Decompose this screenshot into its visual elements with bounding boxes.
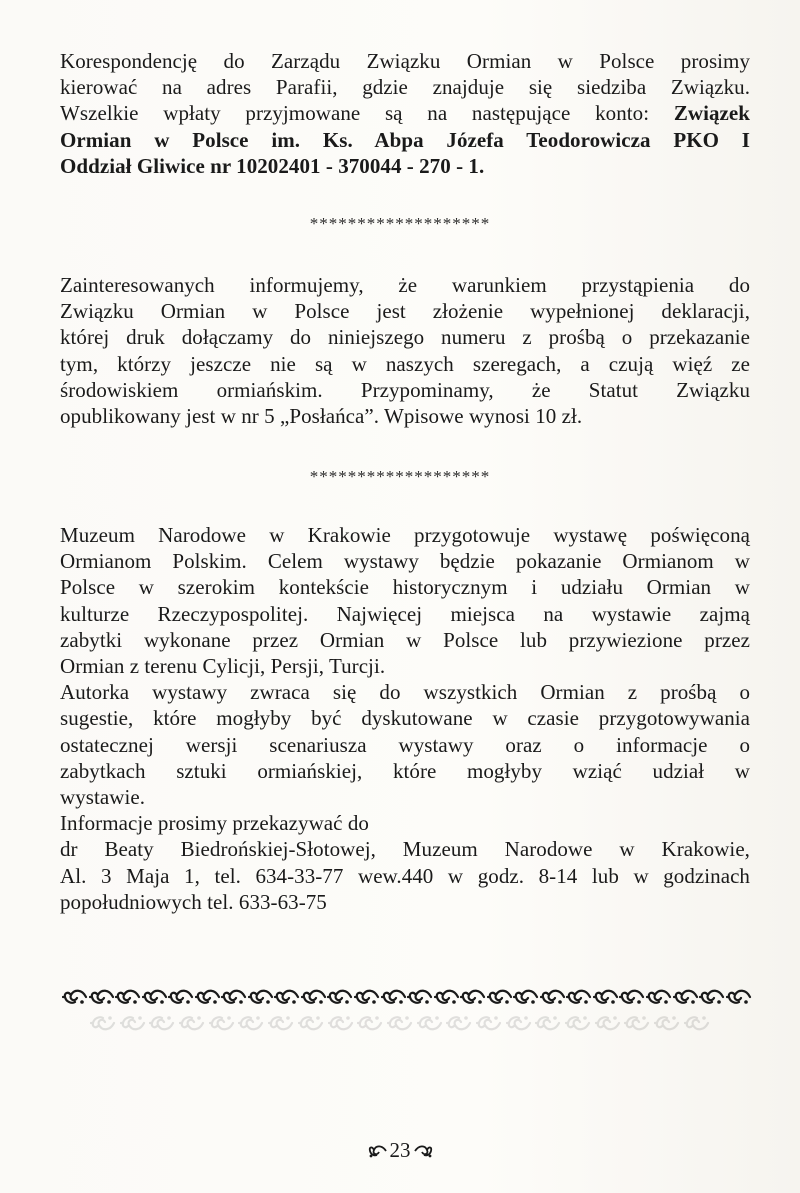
left-flourish-icon xyxy=(368,1142,388,1160)
ornament-flourish-icon xyxy=(195,986,221,1008)
text-line: popołudniowych tel. 633-63-75 xyxy=(60,889,327,914)
ornament-flourish-icon xyxy=(327,986,353,1008)
ornament-flourish-icon xyxy=(354,986,380,1008)
text-line: dr Beaty Biedrońskiej-Słotowej, Muzeum Narodowe w Krakowie, xyxy=(60,837,750,862)
text-line: kierować na adres Parafii, gdzie znajduje się siedziba Związku. xyxy=(60,75,750,100)
text-line: Korespondencję do Zarządu Związku Ormian w Polsce prosimy xyxy=(60,49,750,73)
text-line: zabytkach sztuki ormiańskiej, które mogłyby wziąć udział w xyxy=(60,758,750,783)
ornament-flourish-icon xyxy=(168,986,194,1008)
ornament-flourish-icon xyxy=(726,986,752,1008)
ornament-flourish-icon xyxy=(673,986,699,1008)
ghost-flourish-icon xyxy=(684,1012,710,1034)
ornament-flourish-icon xyxy=(434,986,460,1008)
text-line-with-bold xyxy=(60,100,750,126)
ornament-flourish-icon xyxy=(407,986,433,1008)
paragraph-membership xyxy=(60,272,750,429)
ghost-flourish-icon xyxy=(387,1012,413,1034)
ornament-flourish-icon xyxy=(487,986,513,1008)
asterisk-separator: ******************* xyxy=(309,214,491,233)
right-flourish-icon xyxy=(413,1142,433,1160)
ornament-flourish-icon xyxy=(566,986,592,1008)
bold-fragment: Związek xyxy=(673,101,750,126)
ghost-flourish-icon xyxy=(120,1012,146,1034)
text-line: której druk dołączamy do niniejszego numeru z prośbą o przekazanie xyxy=(60,325,750,350)
text-line: środowiskiem ormiańskim. Przypominamy, że Statut Związku xyxy=(60,377,750,402)
text-line: Ormian z terenu Cylicji, Persji, Turcji. xyxy=(60,654,386,679)
page-number: 23 xyxy=(389,1138,411,1162)
ornament-flourish-icon xyxy=(301,986,327,1008)
text-line: sugestie, które mogłyby być dyskutowane w czasie przygotowywania xyxy=(60,706,750,731)
ornament-flourish-icon xyxy=(221,986,247,1008)
text-line: opublikowany jest w nr 5 „Posłańca”. Wpisowe wynosi 10 zł. xyxy=(60,404,583,429)
paragraph-correspondence xyxy=(60,48,750,179)
text-fragment: Wszelkie wpłaty przyjmowane są na następujące konto: xyxy=(60,101,674,126)
ornament-flourish-icon xyxy=(381,986,407,1008)
ghost-flourish-icon xyxy=(417,1012,443,1034)
ghost-flourish-icon xyxy=(595,1012,621,1034)
ghost-flourish-icon xyxy=(209,1012,235,1034)
ornament-flourish-icon xyxy=(540,986,566,1008)
ghost-flourish-icon xyxy=(446,1012,472,1034)
text-line: zabytki wykonane przez Ormian w Polsce lub przywiezione przez xyxy=(60,627,750,652)
ghost-flourish-icon xyxy=(565,1012,591,1034)
ghost-flourish-icon xyxy=(149,1012,175,1034)
ghost-flourish-icon xyxy=(298,1012,324,1034)
ornament-flourish-icon xyxy=(274,986,300,1008)
text-line: ostatecznej wersji scenariusza wystawy oraz o informacje o xyxy=(60,732,750,757)
bank-account-line: Ormian w Polsce im. Ks. Abpa Józefa Teodorowicza PKO I xyxy=(60,127,750,152)
ornament-flourish-icon xyxy=(619,986,645,1008)
asterisk-separator: ******************* xyxy=(309,467,491,486)
text-line: wystawie. xyxy=(60,785,146,810)
ghost-flourish-icon xyxy=(328,1012,354,1034)
ghost-flourish-icon xyxy=(179,1012,205,1034)
ornamental-border xyxy=(62,982,752,1012)
text-line: Polsce w szerokim kontekście historycznym i udziału Ormian w xyxy=(60,575,750,600)
page-number-footer xyxy=(0,1138,800,1163)
text-line: Związku Ormian w Polsce jest złożenie wypełnionej deklaracji, xyxy=(60,299,750,324)
text-line: kulturze Rzeczypospolitej. Najwięcej miejsca na wystawie zajmą xyxy=(60,601,750,626)
ornament-flourish-icon xyxy=(62,986,88,1008)
ghost-flourish-icon xyxy=(268,1012,294,1034)
ornament-flourish-icon xyxy=(460,986,486,1008)
text-line: Muzeum Narodowe w Krakowie przygotowuje wystawę poświęconą xyxy=(60,523,750,547)
ornament-flourish-icon xyxy=(115,986,141,1008)
text-line: Autorka wystawy zwraca się do wszystkich Ormian z prośbą o xyxy=(60,680,750,705)
ghost-flourish-icon xyxy=(535,1012,561,1034)
ghost-flourish-icon xyxy=(476,1012,502,1034)
ghost-flourish-icon xyxy=(357,1012,383,1034)
ornament-flourish-icon xyxy=(593,986,619,1008)
ghost-flourish-icon xyxy=(238,1012,264,1034)
ornament-flourish-icon xyxy=(89,986,115,1008)
ornament-flourish-icon xyxy=(248,986,274,1008)
text-line: tym, którzy jeszcze nie są w naszych szeregach, a czują więź ze xyxy=(60,351,750,376)
text-line: Informacje prosimy przekazywać do xyxy=(60,811,369,836)
ghost-flourish-icon xyxy=(90,1012,116,1034)
ghost-flourish-icon xyxy=(624,1012,650,1034)
text-line: Zainteresowanych informujemy, że warunkiem przystąpienia do xyxy=(60,273,750,297)
ornament-flourish-icon xyxy=(646,986,672,1008)
text-line: Ormianom Polskim. Celem wystawy będzie pokazanie Ormianom w xyxy=(60,549,750,574)
ornament-flourish-icon xyxy=(142,986,168,1008)
ghost-flourish-icon xyxy=(654,1012,680,1034)
show-through-ornament xyxy=(90,1012,710,1030)
text-line: Al. 3 Maja 1, tel. 634-33-77 wew.440 w godz. 8-14 lub w godzinach xyxy=(60,863,750,888)
paragraph-museum-exhibition xyxy=(60,522,750,915)
ornament-flourish-icon xyxy=(513,986,539,1008)
bank-account-number: Oddział Gliwice nr 10202401 - 370044 - 270 - 1. xyxy=(60,153,485,178)
ornament-flourish-icon xyxy=(699,986,725,1008)
ghost-flourish-icon xyxy=(506,1012,532,1034)
